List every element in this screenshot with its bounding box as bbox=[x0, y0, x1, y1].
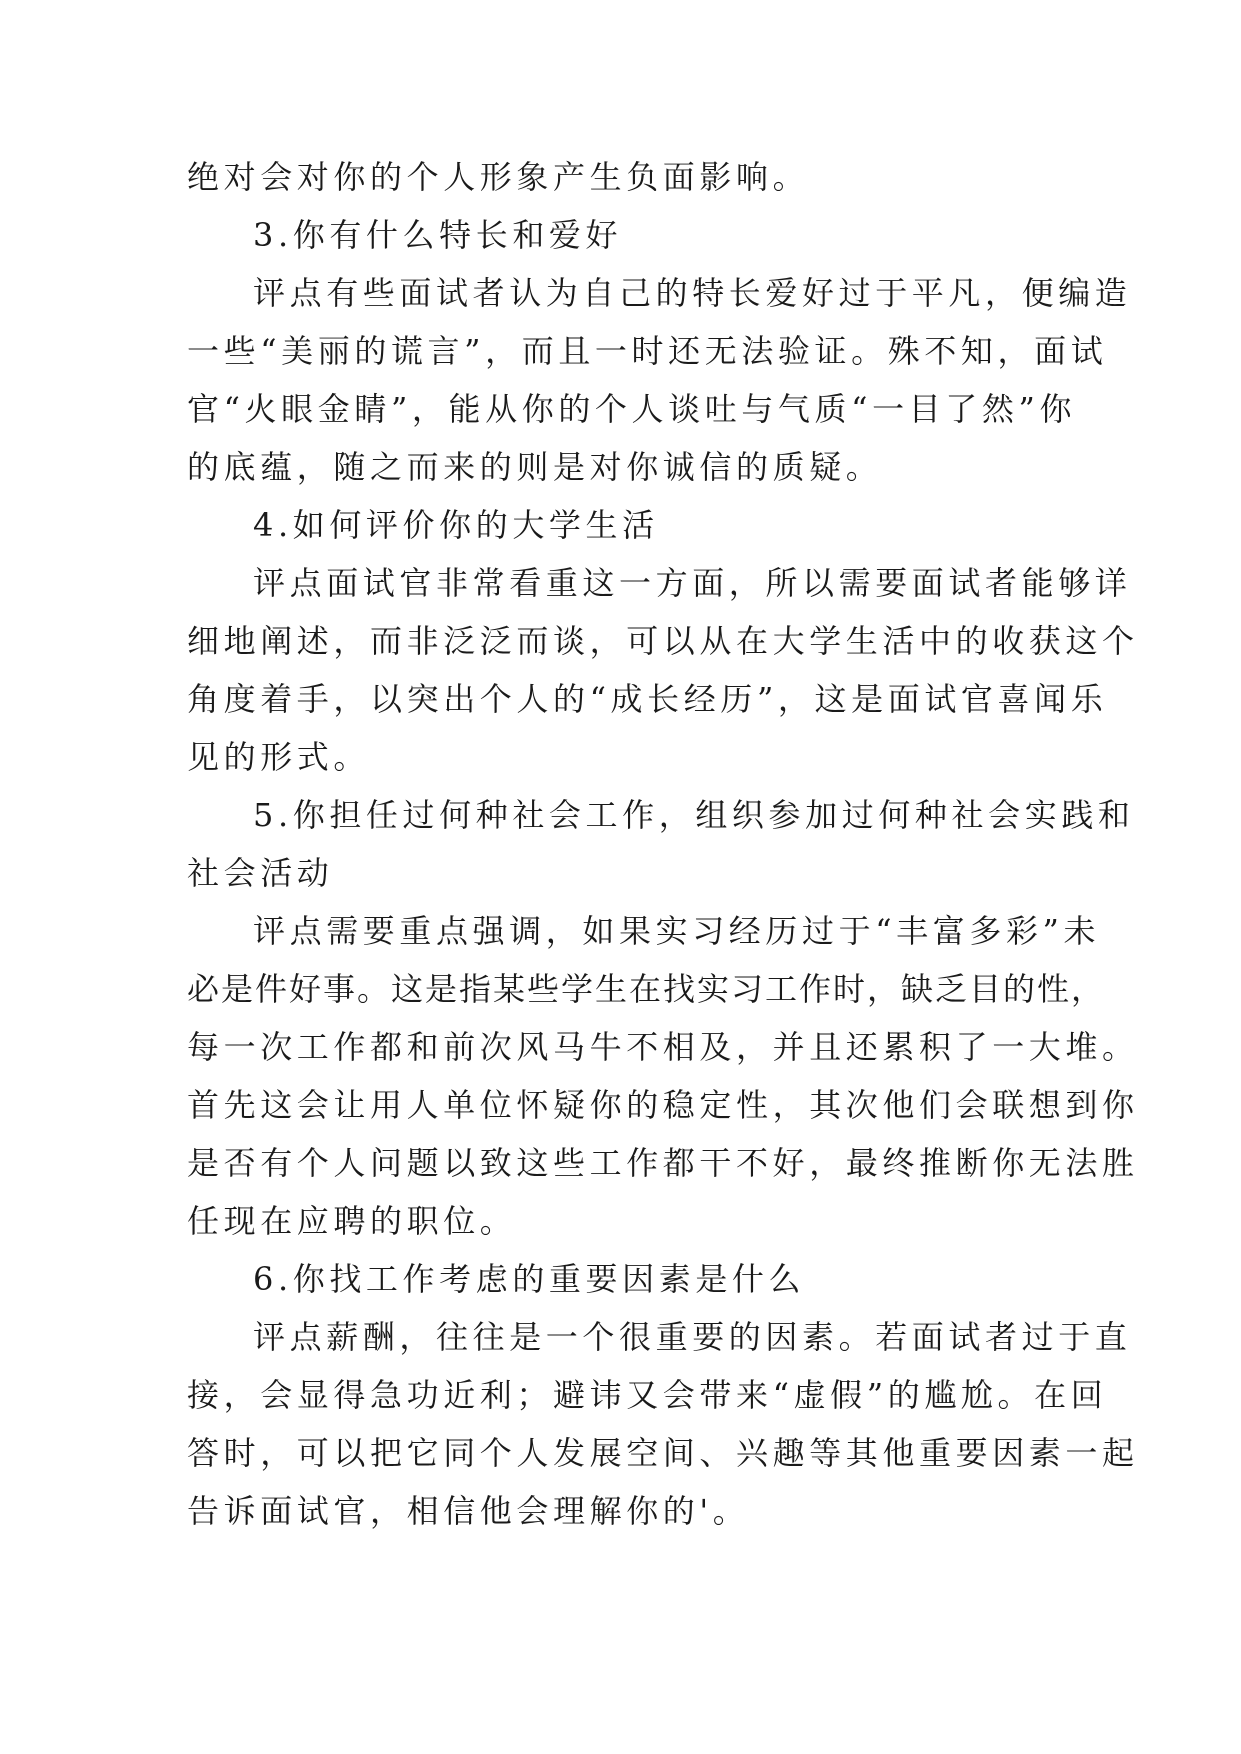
text-line: 角度着手，以突出个人的“成长经历”，这是面试官喜闻乐 bbox=[187, 680, 1108, 718]
text-line: 评点薪酬，往往是一个很重要的因素。若面试者过于直 bbox=[253, 1318, 1132, 1356]
text-line: 评点有些面试者认为自己的特长爱好过于平凡，便编造 bbox=[253, 274, 1132, 312]
text-line: 任现在应聘的职位。 bbox=[187, 1202, 517, 1240]
text-line: 必是件好事。这是指某些学生在找实习工作时，缺乏目的性， bbox=[187, 970, 1106, 1008]
text-line: 答时，可以把它同个人发展空间、兴趣等其他重要因素一起 bbox=[187, 1434, 1139, 1472]
text-line: 绝对会对你的个人形象产生负面影响。 bbox=[187, 158, 810, 196]
text-line: 评点面试官非常看重这一方面，所以需要面试者能够详 bbox=[253, 564, 1132, 602]
text-line: 告诉面试官，相信他会理解你的'。 bbox=[187, 1492, 750, 1530]
text-line: 一些“美丽的谎言”，而且一时还无法验证。殊不知，面试 bbox=[187, 332, 1108, 370]
section-heading: 3.你有什么特长和爱好 bbox=[253, 216, 623, 254]
text-line: 接，会显得急功近利；避讳又会带来“虚假”的尴尬。在回 bbox=[187, 1376, 1108, 1414]
text-line: 的底蕴，随之而来的则是对你诚信的质疑。 bbox=[187, 448, 883, 486]
text-line: 细地阐述，而非泛泛而谈，可以从在大学生活中的收获这个 bbox=[187, 622, 1139, 660]
text-line: 每一次工作都和前次风马牛不相及，并且还累积了一大堆。 bbox=[187, 1028, 1139, 1066]
text-line: 见的形式。 bbox=[187, 738, 371, 776]
document-body bbox=[187, 148, 1139, 1540]
text-line: 首先这会让用人单位怀疑你的稳定性，其次他们会联想到你 bbox=[187, 1086, 1139, 1124]
section-heading: 6.你找工作考虑的重要因素是什么 bbox=[253, 1260, 806, 1298]
section-heading-continued: 社会活动 bbox=[187, 854, 334, 892]
text-line: 官“火眼金睛”，能从你的个人谈吐与气质“一目了然”你 bbox=[187, 390, 1077, 428]
section-heading: 5.你担任过何种社会工作，组织参加过何种社会实践和 bbox=[253, 796, 1135, 834]
text-line: 评点需要重点强调，如果实习经历过于“丰富多彩”未 bbox=[253, 912, 1101, 950]
section-heading: 4.如何评价你的大学生活 bbox=[253, 506, 659, 544]
text-line: 是否有个人问题以致这些工作都干不好，最终推断你无法胜 bbox=[187, 1144, 1139, 1182]
